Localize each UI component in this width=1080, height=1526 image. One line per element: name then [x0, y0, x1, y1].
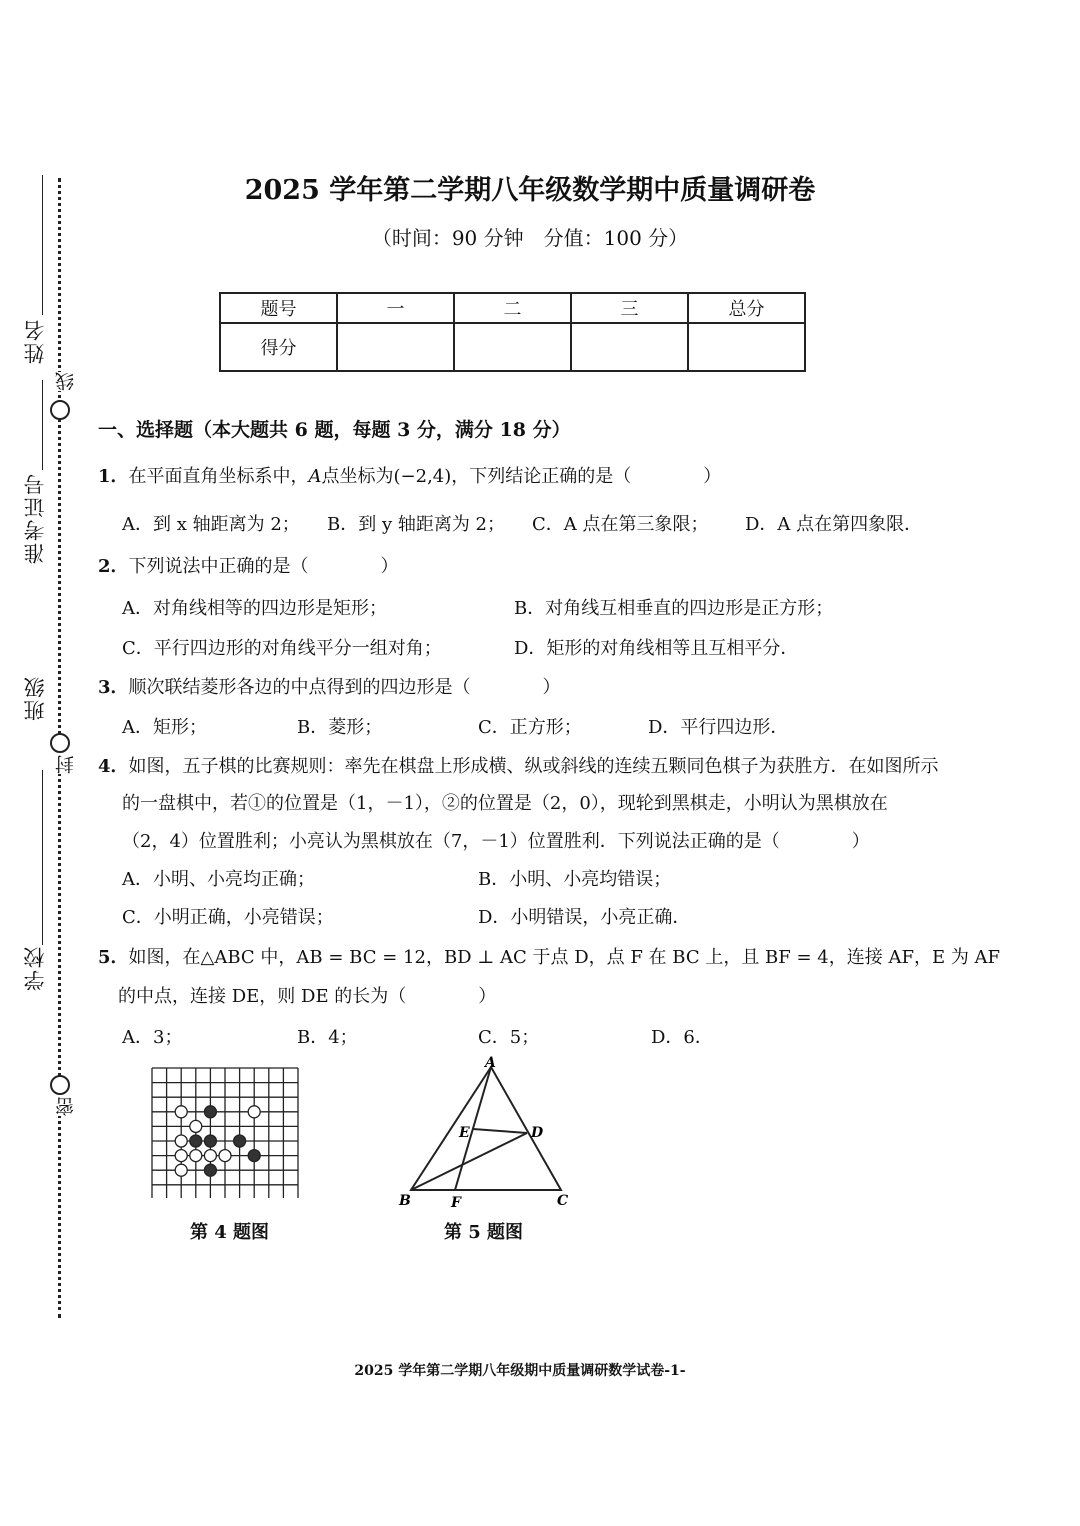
question-3-stem [98, 673, 561, 699]
question-number: 4． [98, 756, 129, 777]
question-4-stem-line2: 的一盘棋中，若①的位置是（1，－1），②的位置是（2，0），现轮到黑棋走，小明认为黑棋放在 [122, 793, 888, 814]
white-stone [175, 1135, 187, 1147]
black-stone [234, 1135, 246, 1147]
seal-mark-label: 封 [52, 755, 79, 774]
question-number: 2． [98, 556, 129, 577]
score-header-cell: 二 [454, 293, 571, 323]
question-5-stem-line1 [98, 943, 1000, 969]
label-c: C [557, 1193, 569, 1209]
exam-subtitle: （时间：90 分钟 分值：100 分） [371, 226, 689, 250]
white-stone [175, 1106, 187, 1118]
white-stone [175, 1164, 187, 1176]
white-stone [190, 1150, 202, 1162]
black-stone [190, 1135, 202, 1147]
secret-mark-circle [50, 1075, 70, 1095]
q5-option-b: B．4； [297, 1027, 358, 1048]
q5-option-d: D．6． [651, 1027, 713, 1048]
black-stone [204, 1135, 216, 1147]
q1-option-a: A．到 x 轴距离为 2； [122, 514, 300, 535]
exam-no-blank-line [42, 380, 43, 470]
score-cell[interactable] [454, 323, 571, 371]
score-row-label: 得分 [220, 323, 337, 371]
q3-text: 顺次联结菱形各边的中点得到的四边形是（ ） [128, 677, 561, 698]
white-stone [190, 1120, 202, 1132]
seal-mark-circle [50, 733, 70, 753]
q3-option-b: B．菱形； [297, 717, 383, 738]
question-number: 5． [98, 947, 129, 968]
black-stone [248, 1150, 260, 1162]
q2-option-a: A．对角线相等的四边形是矩形； [122, 598, 387, 619]
white-stone [248, 1106, 260, 1118]
q3-option-a: A．矩形； [122, 717, 207, 738]
segment-de [473, 1129, 527, 1133]
score-cell[interactable] [688, 323, 805, 371]
black-stone [204, 1106, 216, 1118]
question-number: 1． [98, 466, 129, 487]
q5-text-line1: 如图，在△ABC 中，AB = BC = 12，BD ⊥ AC 于点 D，点 F 在 BC 上，且 BF = 4，连接 AF，E 为 AF [128, 947, 1001, 968]
question-4-stem-line1 [98, 752, 939, 778]
class-label: 班级 [23, 675, 47, 721]
label-b: B [399, 1193, 411, 1209]
question-2-stem [98, 552, 399, 578]
question-number: 3． [98, 677, 129, 698]
score-table [219, 292, 806, 372]
q2-option-b: B．对角线互相垂直的四边形是正方形； [514, 598, 834, 619]
section-heading: 一、选择题（本大题共 6 题，每题 3 分，满分 18 分） [98, 419, 571, 441]
exam-title: 2025 学年第二学期八年级数学期中质量调研卷 [244, 175, 816, 206]
label-e: E [459, 1125, 470, 1141]
q1-text-post: 点坐标为(−2,4)，下列结论正确的是（ ） [321, 466, 722, 487]
q1-option-d: D．A 点在第四象限． [745, 514, 923, 535]
question-4-stem-line3: （2，4）位置胜利；小亮认为黑棋放在（7，－1）位置胜利．下列说法正确的是（ ） [122, 831, 870, 852]
triangle-figure [395, 1055, 585, 1215]
line-mark-label: 线 [52, 372, 79, 391]
black-stone [204, 1164, 216, 1176]
q1-text-pre: 在平面直角坐标系中， [128, 466, 309, 487]
score-header-cell: 题号 [220, 293, 337, 323]
figure-5-caption: 第 5 题图 [444, 1222, 524, 1243]
q1-point-a: A [308, 466, 322, 487]
exam-no-label: 准考证号 [23, 472, 47, 564]
label-d: D [531, 1125, 544, 1141]
q2-option-d: D．矩形的对角线相等且互相平分． [514, 638, 799, 659]
q2-text: 下列说法中正确的是（ ） [128, 556, 399, 577]
secret-mark-label: 密 [52, 1097, 79, 1116]
label-a: A [485, 1055, 496, 1071]
white-stone [204, 1150, 216, 1162]
score-cell[interactable] [571, 323, 688, 371]
white-stone [175, 1150, 187, 1162]
question-5-stem-line2: 的中点，连接 DE，则 DE 的长为（ ） [118, 986, 497, 1007]
q4-text-line1: 如图，五子棋的比赛规则：率先在棋盘上形成横、纵或斜线的连续五颗同色棋子为获胜方．在如图所示 [128, 756, 939, 777]
q4-option-c: C．小明正确，小亮错误； [122, 907, 334, 928]
score-header-cell: 一 [337, 293, 454, 323]
q1-option-c: C．A 点在第三象限； [532, 514, 709, 535]
score-header-cell: 三 [571, 293, 688, 323]
question-1-stem [98, 462, 721, 488]
q4-option-b: B．小明、小亮均错误； [478, 869, 672, 890]
school-label: 学校 [23, 945, 47, 991]
name-label: 姓名 [23, 318, 47, 364]
score-header-cell: 总分 [688, 293, 805, 323]
q5-option-a: A．3； [122, 1027, 183, 1048]
white-stone [219, 1150, 231, 1162]
q4-option-a: A．小明、小亮均正确； [122, 869, 315, 890]
q1-option-b: B．到 y 轴距离为 2； [327, 514, 506, 535]
label-f: F [451, 1195, 461, 1211]
page-footer: 2025 学年第二学期八年级期中质量调研数学试卷-1- [354, 1363, 686, 1379]
school-blank-line [42, 770, 43, 945]
figure-4-caption: 第 4 题图 [190, 1222, 270, 1243]
score-cell[interactable] [337, 323, 454, 371]
line-mark-circle [50, 400, 70, 420]
q5-option-c: C．5； [478, 1027, 540, 1048]
q3-option-c: C．正方形； [478, 717, 582, 738]
q4-option-d: D．小明错误，小亮正确． [478, 907, 691, 928]
q3-option-d: D．平行四边形． [648, 717, 789, 738]
q2-option-c: C．平行四边形的对角线平分一组对角； [122, 638, 442, 659]
gomoku-board-figure [148, 1066, 302, 1198]
